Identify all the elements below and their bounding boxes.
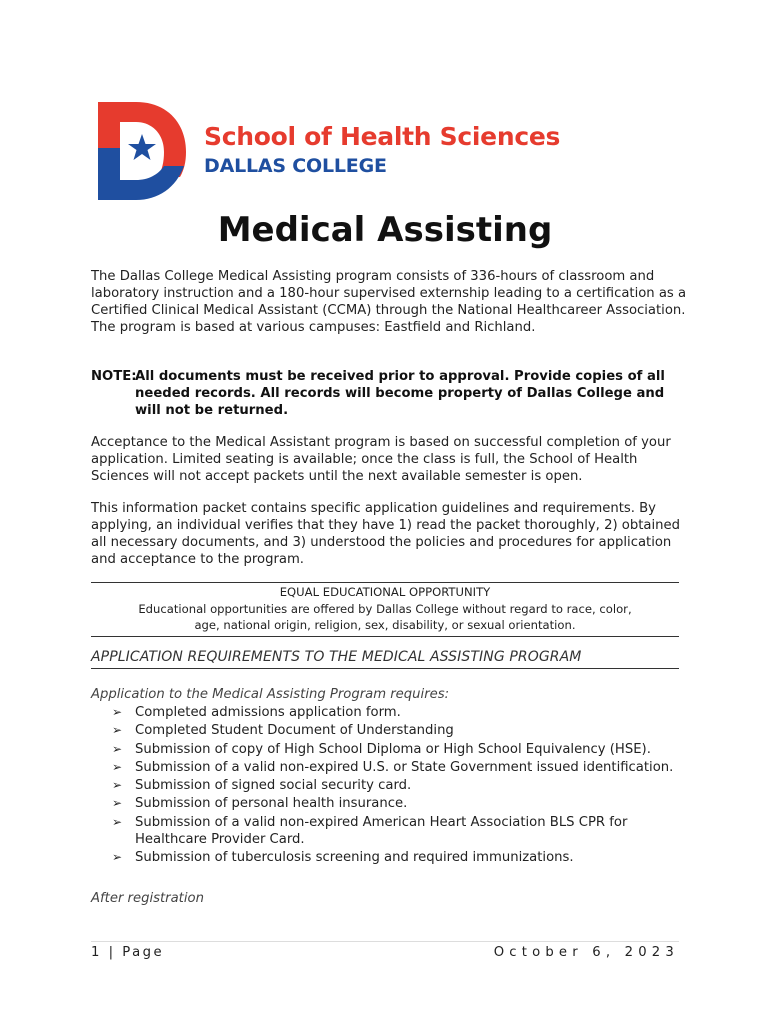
logo-college-name: DALLAS COLLEGE [204,155,387,177]
arrow-bullet-icon: ➢ [112,814,123,829]
list-item: ➢ Submission of a valid non-expired U.S. or State Government issued identification. [112,759,674,775]
intro-paragraph: The Dallas College Medical Assisting program consists of 336-hours of classroom and laboratory instruction and a 180-hour supervised externship leading to a certification as a Certified Clinical Medical Assistant (CCMA) through the National Healthcareer Association. The program is based at various campuses: Eastfield and Richland. [91,269,687,335]
after-registration-label: After registration [91,891,204,906]
arrow-bullet-icon: ➢ [112,705,123,719]
arrow-bullet-icon: ➢ [112,741,123,756]
requirements-list [112,704,692,868]
footer-date: October 6, 2023 [493,945,679,960]
school-logo [96,100,576,204]
page-title: Medical Assisting [217,210,553,250]
list-item: ➢ Submission of copy of High School Diploma or High School Equivalency (HSE). [112,741,651,757]
requirements-intro: Application to the Medical Assisting Program requires: [91,687,450,702]
arrow-bullet-icon: ➢ [112,796,123,811]
equal-opportunity-box [91,582,679,637]
arrow-bullet-icon: ➢ [112,778,123,793]
list-item: ➢ Completed Student Document of Understanding [112,723,454,739]
note-block [91,368,691,419]
arrow-bullet-icon: ➢ [112,723,123,738]
list-item: ➢ Submission of tuberculosis screening and required immunizations. [112,850,574,866]
acceptance-paragraph: Acceptance to the Medical Assistant program is based on successful completion of your application. Limited seating is available; once the class is full, the School of Health Sciences will not accept packets until the next available semester is open. [91,435,671,484]
eeo-line-1: Educational opportunities are offered by Dallas College without regard to race, color, [138,601,632,616]
packet-paragraph: This information packet contains specific application guidelines and requirements. By applying, an individual verifies that they have 1) read the packet thoroughly, 2) obtained all necessary documents, and 3) understood the policies and procedures for application and acceptance to the program. [91,501,680,567]
page-number: 1 | Page [91,945,165,960]
list-item: ➢ Submission of a valid non-expired American Heart Association BLS CPR for Healthcare Provider Card. [112,814,628,848]
arrow-bullet-icon: ➢ [112,759,123,774]
list-item: ➢ Submission of personal health insurance. [112,796,408,812]
note-text: All documents must be received prior to approval. Provide copies of all needed records. All records will become property of Dallas College and will not be returned. [135,369,665,418]
note-label: NOTE: [91,369,137,384]
logo-school-name: School of Health Sciences [204,122,561,151]
arrow-bullet-icon: ➢ [112,850,123,865]
list-item: ➢ Submission of signed social security card. [112,778,412,794]
dallas-college-d-star-icon [96,100,188,202]
list-item: ➢ Completed admissions application form. [112,705,401,720]
requirements-heading: APPLICATION REQUIREMENTS TO THE MEDICAL ASSISTING PROGRAM [91,649,679,669]
eeo-heading: EQUAL EDUCATIONAL OPPORTUNITY [279,585,491,599]
footer-divider [91,941,679,942]
eeo-line-2: age, national origin, religion, sex, disability, or sexual orientation. [194,618,576,632]
